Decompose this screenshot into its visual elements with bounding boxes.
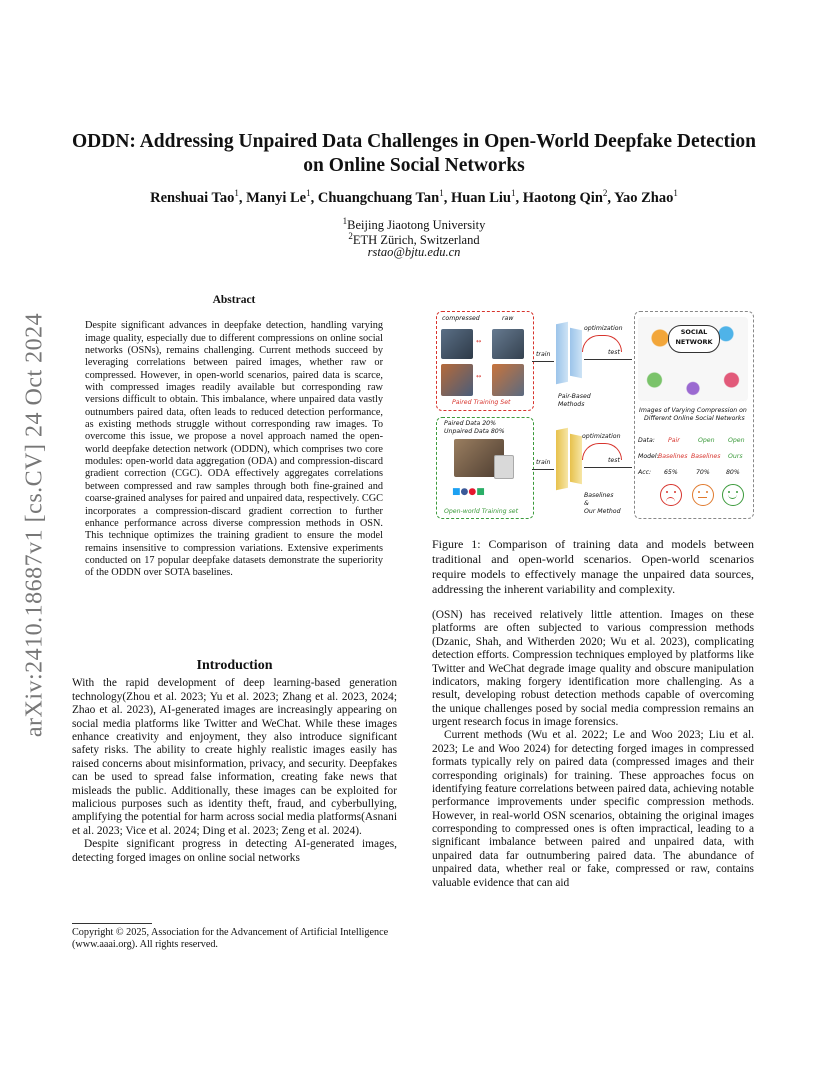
test-arrow-top	[584, 359, 632, 360]
test-arrow-bottom	[584, 467, 632, 468]
label-raw: raw	[502, 315, 514, 322]
raw-photo-2	[492, 364, 524, 396]
author: Manyi Le$^1$,	[246, 188, 318, 206]
baselines-line-3: Our Method	[584, 508, 621, 515]
varying-compression-line-2: Different Online Social Networks	[644, 415, 745, 422]
train-label-top: train	[536, 351, 551, 358]
pair-arrow-1: ↔	[476, 338, 482, 345]
footnote-rule	[72, 923, 152, 924]
intro-paragraph-1: With the rapid development of deep learning-based generation technology(Zhou et al. 2023; Yu et al. 2023; Zhang et al. 2023, 2024; Zhao et al. 2023), AI-generated images are increasingly appearing on social media platforms like Twitter and WeChat. While these images enhance creativity and enjoyment, they also introduce significant safety risks. The ability to create highly realistic images easily has raised concerns about misinformation, privacy, and security. Deepfakes can be used to spread false information, creating fake news that misleads the public. Additionally, these images can be exploited for malicious purposes such as identity theft, fraud, and cyberbullying, amplifying the potential for harm across social media platforms(Asnani et al. 2023; Vice et al. 2024; Ding et al. 2023; Zeng et al. 2024).	[72, 677, 397, 837]
body-paragraph-2: Current methods (Wu et al. 2022; Le and Woo 2023; Liu et al. 2023; Le and Woo 2024) for detecting forged images in compressed formats typically rely on paired data (compressed images and their corresponding originals) for training. These approaches focus on identifying feature correlations between paired data, achieving notable performance improvements under specific compression methods. However, in real-world OSN scenarios, obtaining the original images corresponding to compressed ones is often impractical, leading to a significant imbalance between paired and unpaired data, with unpaired data far outnumbering paired data. The abundance of unpaired data, whether real or fake, compressed or raw, contains valuable evidence that can aid	[432, 729, 754, 889]
email: rstao@bjtu.edu.cn	[367, 245, 461, 259]
our-model-block-2	[570, 434, 582, 485]
baselines-line-2: &	[584, 500, 589, 507]
twitter-icon: ■	[452, 487, 461, 497]
phone-photo	[494, 455, 514, 479]
optimization-label-bottom: optimization	[582, 433, 621, 440]
paired-data-label: Paired Data 20%	[444, 420, 496, 427]
abstract-heading: Abstract	[212, 294, 256, 306]
row-model-2: Baselines	[691, 453, 721, 460]
happy-face-icon	[722, 484, 744, 506]
introduction-heading: Introduction	[196, 658, 273, 673]
unpaired-data-label: Unpaired Data 80%	[444, 428, 505, 435]
row-acc-2: 70%	[696, 469, 710, 476]
test-label-top: test	[608, 349, 620, 356]
paired-training-set-label: Paired Training Set	[452, 399, 511, 406]
right-column-body	[432, 609, 754, 890]
row-acc-1: 65%	[664, 469, 678, 476]
affiliation-2: $^2$ETH Zürich, Switzerland	[348, 231, 480, 248]
affiliation-1: $^1$Beijing Jiaotong University	[342, 216, 486, 233]
pair-based-line-1: Pair-Based	[558, 393, 591, 400]
intro-paragraph-2: Despite significant progress in detecting AI-generated images, detecting forged images on online social networks	[72, 838, 397, 864]
label-compressed: compressed	[442, 315, 480, 322]
row-acc-3: 80%	[726, 469, 740, 476]
author-list	[60, 188, 768, 207]
wechat-icon: ■	[476, 487, 485, 497]
pair-model-block-2	[570, 328, 582, 379]
facebook-icon: ●	[460, 487, 469, 497]
open-world-training-set-label: Open-world Training set	[444, 508, 519, 515]
abstract-block	[85, 294, 383, 580]
train-arrow-top	[532, 361, 554, 362]
row-model-label: Model:	[638, 453, 659, 460]
row-data-label: Data:	[638, 437, 655, 444]
paired-training-box	[436, 311, 534, 411]
title-line-1: ODDN: Addressing Unpaired Data Challenges in Open-World Deepfake Detection	[72, 131, 756, 152]
arxiv-stamp	[12, 290, 58, 760]
row-data-3: Open	[728, 437, 745, 444]
neutral-face-icon	[692, 484, 714, 506]
compressed-photo-1	[441, 329, 473, 359]
compressed-photo-2	[441, 364, 473, 396]
row-model-3: Ours	[728, 453, 743, 460]
author: Renshuai Tao$^1$,	[150, 188, 247, 206]
row-model-1: Baselines	[658, 453, 688, 460]
varying-compression-line-1: Images of Varying Compression on	[639, 407, 747, 414]
body-paragraph-1: (OSN) has received relatively little attention. Images on these platforms are often subjected to various compression methods (Dzanic, Shah, and Witherden 2020; Wu et al. 2023), complicating detection efforts. Compression techniques employed by platforms like Twitter and WeChat degrade image quality and obscure manipulation indicators, making forgery identification more challenging. As a result, developing robust detection methods capable of overcoming the unique challenges posed by social media compression remains an urgent research focus in image forensics.	[432, 609, 754, 728]
our-model-block-1	[556, 428, 568, 491]
paper-title	[60, 130, 768, 178]
arxiv-id: arXiv:2410.18687v1 [cs.CV] 24 Oct 2024	[21, 312, 48, 738]
author: Haotong Qin$^2$,	[522, 188, 615, 206]
train-arrow-bottom	[532, 469, 554, 470]
introduction-section	[72, 659, 397, 865]
social-app-icons	[452, 487, 485, 497]
row-acc-label: Acc:	[638, 469, 652, 476]
author: Chuangchuang Tan$^1$,	[317, 188, 451, 206]
raw-photo-1	[492, 329, 524, 359]
test-label-bottom: test	[608, 457, 620, 464]
baselines-line-1: Baselines	[584, 492, 614, 499]
author: Huan Liu$^1$,	[450, 188, 523, 206]
author: Yao Zhao$^1$	[614, 188, 678, 206]
pair-based-line-2: Methods	[558, 401, 585, 408]
train-label-bottom: train	[536, 459, 551, 466]
pair-arrow-2: ↔	[476, 373, 482, 380]
title-line-2: on Online Social Networks	[303, 155, 525, 176]
copyright-note: Copyright © 2025, Association for the Advancement of Artificial Intelligence (www.aaai.org). All rights reserved.	[72, 927, 389, 950]
optimization-label-top: optimization	[584, 325, 623, 332]
sad-face-icon	[660, 484, 682, 506]
figure-1	[432, 309, 754, 524]
figure-1-caption: Figure 1: Comparison of training data and models between traditional and open-world scenarios. Open-world scenarios require models to effectively manage the unpaired data sources, addressing the inherent variability and complexity.	[432, 537, 754, 596]
pair-model-block-1	[556, 322, 568, 385]
weibo-icon: ●	[468, 487, 477, 497]
row-data-2: Open	[698, 437, 715, 444]
row-data-1: Pair	[668, 437, 680, 444]
abstract-text: Despite significant advances in deepfake detection, handling varying image quality, especially due to different compressions on online social networks (OSNs), remains challenging. Current methods succeed by leveraging correlations between paired images, whether raw or compressed. However, in open-world scenarios, paired data is scarce, with compressed images readily available but corresponding raw versions difficult to obtain. This imbalance, where unpaired data vastly outnumbers paired data, often leads to reduced detection performance, as existing methods struggle without corresponding raw images. To overcome this issue, we propose a novel approach named the open-world deepfake detection network (ODDN), which comprises two core modules: open-world data aggregation (ODA) and compression-discard gradient correction (CGC). ODA effectively aggregates correlations between compressed and raw samples through both fine-grained and coarse-grained analyses for paired and unpaired data, respectively. CGC incorporates a compression-discard gradient correction to further enhance performance across diverse compression methods in OSN. This technique optimizes the training gradient to ensure the model remains insensitive to compression variations. Extensive experiments conducted on 17 popular deepfake datasets demonstrate the superiority of the ODDN over SOTA baselines.	[85, 320, 383, 579]
social-network-bubble: SOCIAL NETWORK	[668, 325, 720, 353]
